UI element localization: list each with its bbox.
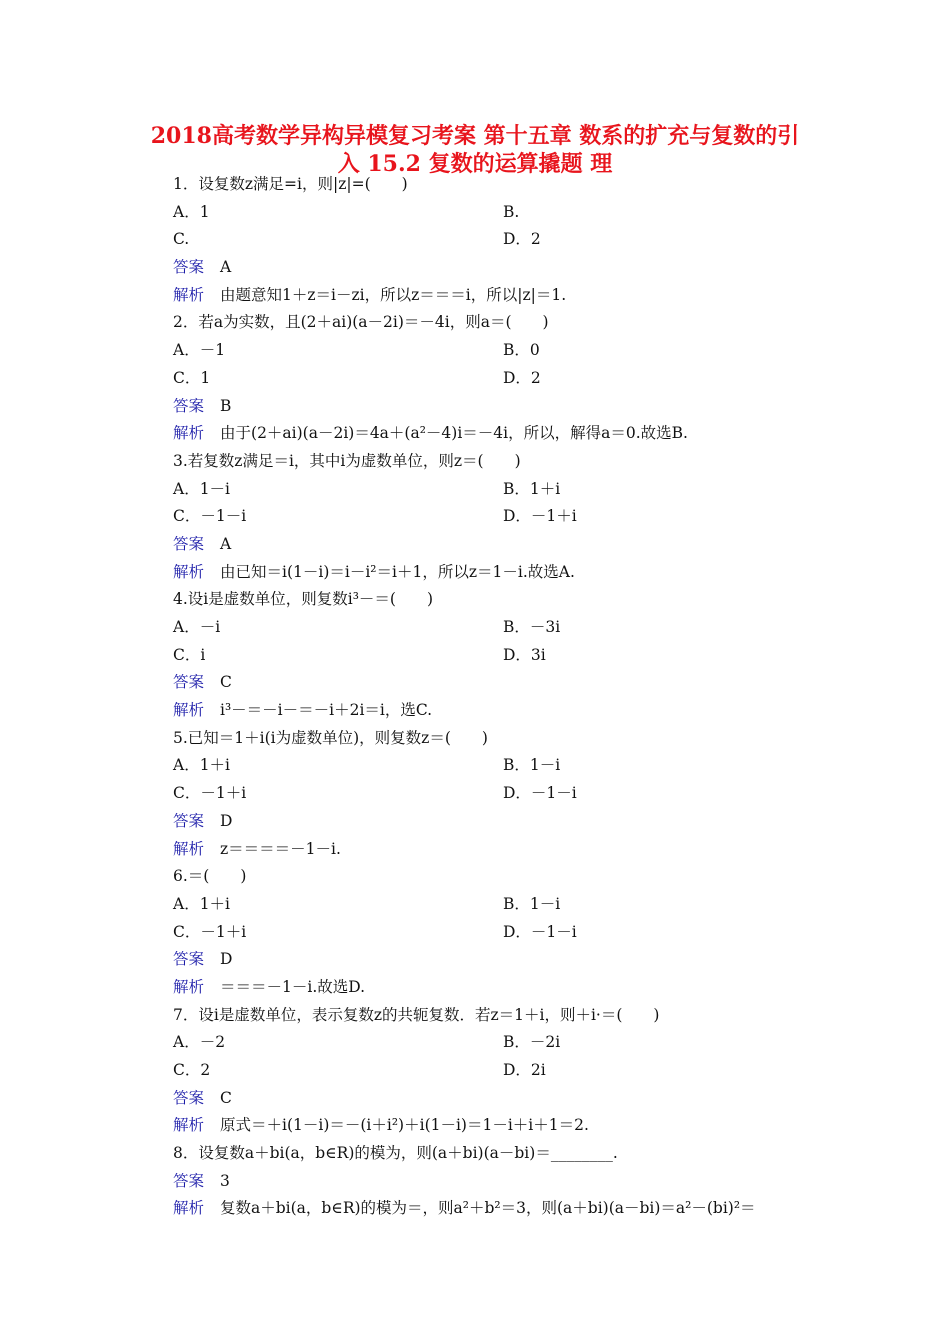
option: C．－1＋i	[173, 922, 247, 941]
question-stem: 2．若a为实数，且(2＋ai)(a－2i)＝－4i，则a＝( )	[173, 313, 549, 332]
analysis-text: 原式＝＋i(1－i)＝－(i＋i²)＋i(1－i)＝1－i＋i＋1＝2.	[220, 1116, 589, 1135]
option-row	[173, 365, 833, 393]
title-line-1: 2018高考数学异构异模复习考案 第十五章 数系的扩充与复数的引	[150, 123, 800, 149]
answer-value: C	[220, 673, 232, 692]
question-7	[173, 1002, 833, 1140]
title-line-2: 入 15.2 复数的运算撬题 理	[337, 151, 613, 177]
option: C．i	[173, 645, 206, 664]
answer-value: B	[220, 396, 232, 415]
option-row	[173, 614, 833, 642]
analysis-text: 由于(2＋ai)(a－2i)＝4a＋(a²－4)i＝－4i，所以，解得a＝0.故选B.	[220, 424, 688, 443]
option-row	[173, 503, 833, 531]
answer-line	[173, 1168, 833, 1196]
option: C．1	[173, 368, 211, 387]
analysis-text: 复数a＋bi(a，b∈R)的模为＝，则a²＋b²＝3，则(a＋bi)(a－bi)＝a²－(bi)²＝	[220, 1199, 756, 1218]
option: B．1－i	[503, 894, 561, 913]
answer-label: 答案	[173, 673, 205, 692]
analysis-line	[173, 282, 833, 310]
analysis-text: 由已知＝i(1－i)＝i－i²＝i＋1，所以z＝1－i.故选A.	[220, 562, 575, 581]
answer-label: 答案	[173, 396, 205, 415]
analysis-label: 解析	[173, 1116, 205, 1135]
answer-value: 3	[220, 1171, 230, 1190]
question-1	[173, 171, 833, 309]
option-row	[173, 1057, 833, 1085]
analysis-line	[173, 420, 833, 448]
question-list	[173, 171, 833, 1223]
answer-line	[173, 669, 833, 697]
option-row	[173, 226, 833, 254]
answer-label: 答案	[173, 534, 205, 553]
option: C．2	[173, 1061, 211, 1079]
analysis-line	[173, 697, 833, 725]
option: D．－1－i	[503, 922, 577, 941]
question-2	[173, 309, 833, 447]
option-row	[173, 891, 833, 919]
option: B.	[503, 202, 520, 221]
option: D．3i	[503, 645, 546, 664]
analysis-label: 解析	[173, 839, 205, 858]
option: D．－1＋i	[503, 507, 577, 526]
option: A．1＋i	[173, 894, 231, 913]
analysis-line	[173, 559, 833, 587]
answer-value: A	[220, 258, 232, 277]
question-stem: 5.已知＝1＋i(i为虚数单位)，则复数z＝( )	[173, 728, 488, 747]
question-3	[173, 448, 833, 586]
question-stem: 3.若复数z满足＝i，其中i为虚数单位，则z＝( )	[173, 451, 521, 470]
answer-label: 答案	[173, 950, 205, 969]
answer-value: D	[220, 811, 233, 830]
answer-line	[173, 1085, 833, 1113]
answer-line	[173, 531, 833, 559]
question-6	[173, 863, 833, 1001]
answer-value: D	[220, 950, 233, 969]
option: C．－1＋i	[173, 784, 247, 803]
option-row	[173, 476, 833, 504]
analysis-text: z＝＝＝＝－1－i.	[220, 839, 341, 858]
question-stem: 7．设i是虚数单位，表示复数z的共轭复数．若z＝1＋i，则＋i·＝( )	[173, 1005, 660, 1024]
option: D．－1－i	[503, 784, 577, 803]
analysis-line	[173, 1195, 833, 1223]
option-row	[173, 780, 833, 808]
option: B．0	[503, 341, 540, 360]
question-stem: 4.设i是虚数单位，则复数i³－＝( )	[173, 590, 434, 609]
analysis-line	[173, 1112, 833, 1140]
option-row	[173, 919, 833, 947]
analysis-line	[173, 836, 833, 864]
option: A．－i	[173, 618, 221, 636]
option-row	[173, 642, 833, 670]
answer-label: 答案	[173, 1088, 205, 1107]
option: D．2i	[503, 1061, 546, 1079]
answer-line	[173, 393, 833, 421]
document-title	[100, 122, 850, 178]
option: B．－3i	[503, 618, 561, 636]
analysis-text: 由题意知1＋z＝i－zi，所以z＝＝＝i，所以|z|＝1.	[220, 285, 567, 304]
option: D．2	[503, 368, 541, 387]
question-8	[173, 1140, 833, 1223]
question-stem: 6.＝( )	[173, 867, 247, 886]
analysis-text: ＝＝＝－1－i.故选D.	[220, 977, 366, 996]
analysis-label: 解析	[173, 701, 205, 720]
answer-label: 答案	[173, 811, 205, 830]
option: A．1＋i	[173, 756, 231, 775]
analysis-label: 解析	[173, 562, 205, 581]
analysis-line	[173, 974, 833, 1002]
answer-line	[173, 808, 833, 836]
answer-value: C	[220, 1088, 232, 1107]
option: B．1＋i	[503, 479, 561, 498]
question-stem: 1．设复数z满足=i，则|z|=( )	[173, 175, 408, 193]
option: A．1	[173, 202, 210, 221]
option-row	[173, 199, 833, 227]
option: B．1－i	[503, 756, 561, 775]
analysis-text: i³－＝－i－＝－i＋2i＝i，选C.	[220, 701, 433, 720]
option: C.	[173, 230, 190, 249]
question-stem: 8．设复数a＋bi(a，b∈R)的模为，则(a＋bi)(a－bi)＝________.	[173, 1144, 618, 1163]
option: B．－2i	[503, 1033, 561, 1052]
answer-label: 答案	[173, 258, 205, 277]
question-5	[173, 725, 833, 863]
option-row	[173, 752, 833, 780]
analysis-label: 解析	[173, 977, 205, 996]
option: C．－1－i	[173, 507, 247, 526]
option: D．2	[503, 230, 541, 249]
option: A．1－i	[173, 479, 231, 498]
option: A．－2	[173, 1033, 226, 1052]
analysis-label: 解析	[173, 1199, 205, 1218]
option-row	[173, 1029, 833, 1057]
analysis-label: 解析	[173, 285, 205, 304]
answer-value: A	[220, 534, 232, 553]
question-4	[173, 586, 833, 724]
option-row	[173, 337, 833, 365]
answer-line	[173, 946, 833, 974]
option: A．－1	[173, 341, 226, 360]
answer-label: 答案	[173, 1171, 205, 1190]
answer-line	[173, 254, 833, 282]
analysis-label: 解析	[173, 424, 205, 443]
